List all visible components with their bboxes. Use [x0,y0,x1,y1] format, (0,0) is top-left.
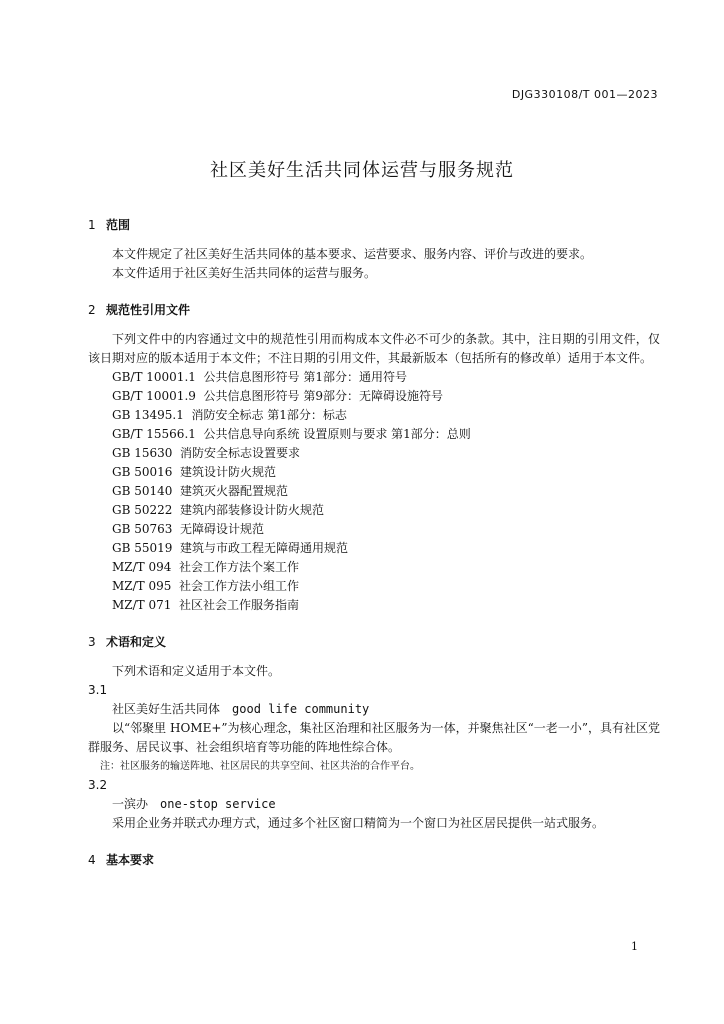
section-number: 1 [88,218,96,232]
document-title: 社区美好生活共同体运营与服务规范 [210,160,514,181]
document-body [88,216,660,870]
paragraph: 下列术语和定义适用于本文件。 [112,664,281,678]
section-title: 术语和定义 [106,635,167,649]
reference-item: GB/T 15566.1 公共信息导向系统 设置原则与要求 第1部分：总则 [112,427,471,441]
paragraph: 下列文件中的内容通过文中的规范性引用而构成本文件必不可少的条款。其中，注日期的引用文件，仅该日期对应的版本适用于本文件；不注日期的引用文件，其最新版本（包括所有的修改单）适用于本文件。 [88,332,660,365]
term-definition: 以“邻聚里 HOME+”为核心理念，集社区治理和社区服务为一体，并聚焦社区“一老一小”，具有社区党群服务、居民议事、社会组织培育等功能的阵地性综合体。 [88,721,660,754]
section-4-heading [88,851,660,870]
term-definition: 采用企业务并联式办理方式，通过多个社区窗口精简为一个窗口为社区居民提供一站式服务。 [112,816,605,830]
document-id: DJG330108/T 001—2023 [511,88,658,101]
reference-item: GB 15630 消防安全标志设置要求 [112,446,301,460]
section-title: 范围 [106,218,131,232]
section-number: 3 [88,635,96,649]
section-2-heading [88,301,660,320]
section-1-heading [88,216,660,235]
reference-item: MZ/T 095 社会工作方法小组工作 [112,579,300,593]
section-3-heading [88,633,660,652]
reference-item: GB 50222 建筑内部装修设计防火规范 [112,503,325,517]
reference-item: GB 55019 建筑与市政工程无障碍通用规范 [112,541,349,555]
reference-item: MZ/T 094 社会工作方法个案工作 [112,560,300,574]
section-number: 4 [88,853,96,867]
page-number: 1 [631,940,638,953]
paragraph: 本文件规定了社区美好生活共同体的基本要求、运营要求、服务内容、评价与改进的要求。 [112,247,593,261]
term-zh: 社区美好生活共同体 [112,702,221,716]
reference-item: GB 50016 建筑设计防火规范 [112,465,277,479]
section-title: 规范性引用文件 [106,303,191,317]
term-number: 3.2 [88,778,108,792]
section-title: 基本要求 [106,853,155,867]
paragraph: 本文件适用于社区美好生活共同体的运营与服务。 [112,266,377,280]
term-note: 注：社区服务的输送阵地、社区居民的共享空间、社区共治的合作平台。 [100,761,420,772]
reference-item: GB 50763 无障碍设计规范 [112,522,265,536]
term-entry [112,700,660,719]
normative-references-list [88,368,660,615]
reference-item: GB 50140 建筑灭火器配置规范 [112,484,289,498]
reference-item: GB/T 10001.1 公共信息图形符号 第1部分：通用符号 [112,370,407,384]
section-number: 2 [88,303,96,317]
reference-item: GB/T 10001.9 公共信息图形符号 第9部分：无障碍设施符号 [112,389,443,403]
term-en: good life community [232,702,370,716]
term-entry [112,795,660,814]
reference-item: MZ/T 071 社区社会工作服务指南 [112,598,300,612]
reference-item: GB 13495.1 消防安全标志 第1部分：标志 [112,408,347,422]
term-en: one-stop service [160,797,276,811]
term-zh: 一滨办 [112,797,149,811]
term-number: 3.1 [88,683,108,697]
